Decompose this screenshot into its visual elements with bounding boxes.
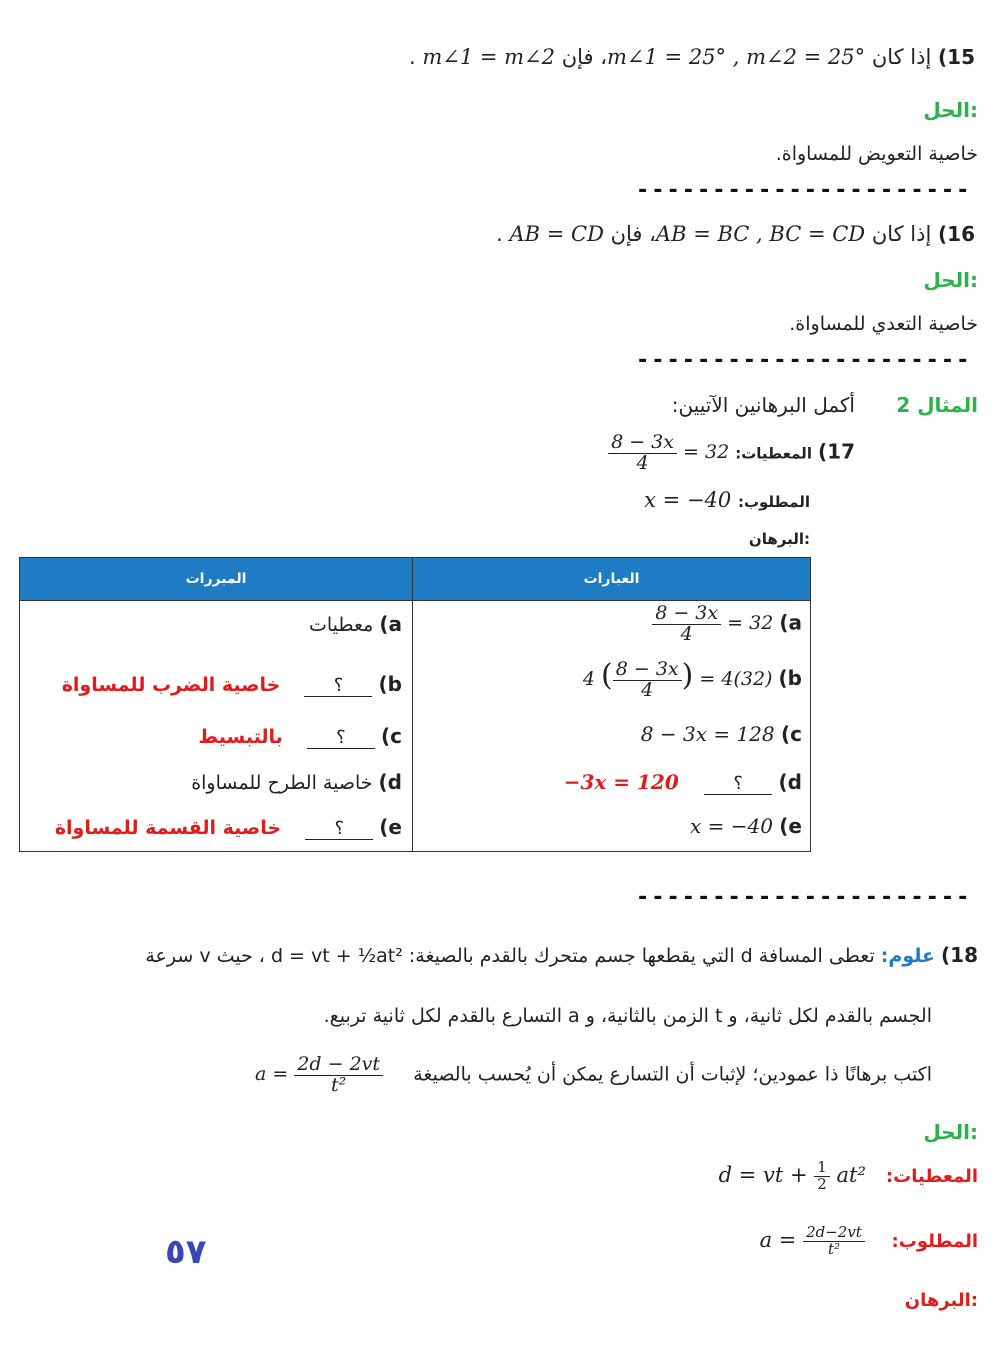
- q16-intro: إذا كان: [871, 222, 932, 246]
- q15-solution-label: الحل:: [923, 98, 978, 122]
- reason-c-answer: بالتبسيط: [198, 726, 283, 748]
- q18-formula-num: 2d − 2vt: [294, 1055, 383, 1076]
- reason-e-answer: خاصية القسمة للمساواة: [54, 817, 282, 839]
- q18-required-label: المطلوب:: [891, 1230, 978, 1252]
- reason-b: [62, 672, 402, 697]
- q15-then: فإن: [561, 45, 594, 69]
- q16-solution-label: الحل:: [923, 268, 978, 292]
- q16-number: 16): [938, 222, 975, 246]
- reason-letter: e): [379, 815, 402, 839]
- statement-d: [564, 770, 802, 795]
- statement-b-pre: 4: [582, 668, 595, 690]
- reason-d: [191, 770, 402, 794]
- q18-line1: [145, 943, 978, 967]
- q18-given-line: [719, 1160, 978, 1193]
- q18-given-frac-den: 2: [817, 1174, 827, 1193]
- statement-b: b) 4 ( $\frac{8 - 3x}{4}$ ) = 4(32): [582, 657, 802, 701]
- statement-letter: a): [779, 610, 802, 635]
- statement-d-blank: ؟: [704, 773, 772, 795]
- q16-math1: AB = BC , BC = CD: [655, 222, 866, 246]
- statement-b-num: 8 − 3x: [613, 660, 682, 681]
- divider-2: ----------------------: [636, 348, 972, 373]
- reason-c-blank: ؟: [307, 727, 375, 749]
- col-statements-header: العبارات: [413, 558, 811, 601]
- reason-d-text: خاصية الطرح للمساواة: [191, 772, 373, 794]
- q17-required: x = −40: [644, 488, 732, 512]
- q18-given-frac-num: 1: [814, 1160, 830, 1177]
- reason-a: [309, 612, 402, 636]
- q15-math2: m∠1 = m∠2: [422, 45, 555, 69]
- reason-e-blank: ؟: [305, 818, 373, 840]
- q18-given-lhs: d = vt +: [718, 1162, 808, 1187]
- reason-letter: c): [381, 724, 402, 748]
- statement-c: [641, 722, 802, 746]
- example-label: المثال 2: [896, 393, 978, 417]
- q17-given-rhs: = 32: [683, 441, 730, 464]
- statement-b-den: 4: [641, 678, 654, 701]
- q18-formula-lhs: a =: [254, 1063, 289, 1086]
- reason-c: [198, 724, 402, 749]
- q18-required-lhs: a =: [759, 1227, 797, 1252]
- divider-1: ----------------------: [636, 178, 972, 203]
- divider-3: ----------------------: [636, 885, 972, 910]
- reason-a-text: معطيات: [308, 614, 374, 636]
- statement-letter: b): [778, 666, 802, 690]
- q15-intro: إذا كان: [871, 45, 932, 69]
- example-instruction: أكمل البرهانين الآتيين:: [671, 393, 855, 417]
- q18-solution-label: الحل:: [923, 1120, 978, 1144]
- q15-number: 15): [938, 45, 975, 69]
- q18-required-den: t²: [827, 1239, 840, 1258]
- q17-given-label: المعطيات:: [735, 444, 812, 463]
- statement-a-den: 4: [680, 622, 693, 645]
- reason-letter: d): [378, 770, 402, 794]
- statement-letter: c): [781, 722, 802, 746]
- q18-text-line1: تعطى المسافة d التي يقطعها جسم متحرك بالقدم بالصيغة: d = vt + ½at² ، حيث v سرعة: [145, 945, 875, 967]
- q15-answer: خاصية التعويض للمساواة.: [775, 143, 978, 165]
- statement-a: [652, 604, 802, 645]
- q18-given-rest: at²: [836, 1162, 866, 1187]
- q17-given-line: [608, 433, 855, 474]
- q17-required-line: [644, 488, 810, 512]
- page-number: ٥٧: [165, 1232, 207, 1272]
- q16-answer: خاصية التعدي للمساواة.: [789, 313, 978, 335]
- q18-line2: الجسم بالقدم لكل ثانية، و t الزمن بالثانية، و a التسارع بالقدم لكل ثانية تربيع.: [323, 1005, 932, 1027]
- statement-a-num: 8 − 3x: [652, 604, 721, 625]
- q18-given-label: المعطيات:: [885, 1165, 978, 1187]
- statement-b-rhs: = 4(32): [699, 668, 773, 690]
- q18-formula: [254, 1053, 383, 1096]
- q18-required-line: [760, 1225, 978, 1258]
- reason-b-blank: ؟: [304, 675, 372, 697]
- q17-given-den: 4: [636, 451, 649, 474]
- q18-proof-label: البرهان:: [904, 1290, 978, 1311]
- reason-letter: a): [379, 612, 402, 636]
- q15-line: 15) إذا كان m∠1 = 25° , m∠2 = 25°، فإن m∠1 = m∠2 .: [408, 45, 975, 69]
- statement-e-expr: x = −40: [689, 814, 773, 838]
- statement-letter: d): [778, 770, 802, 794]
- q16-line: 16) إذا كان AB = BC , BC = CD، فإن AB = CD .: [496, 222, 975, 246]
- q16-then: فإن: [610, 222, 643, 246]
- statement-c-expr: 8 − 3x = 128: [640, 722, 775, 746]
- q18-formula-den: t²: [331, 1073, 347, 1096]
- q16-math2: AB = CD: [509, 222, 604, 246]
- q18-line3: [255, 1055, 932, 1096]
- statement-d-answer: −3x = 120: [563, 770, 679, 794]
- reason-e: [55, 815, 402, 840]
- q15-math1: m∠1 = 25° , m∠2 = 25°: [607, 45, 866, 69]
- reason-letter: b): [378, 672, 402, 696]
- q18-number: 18): [941, 943, 978, 967]
- q18-subject: علوم:: [880, 945, 935, 967]
- q17-number: 17): [818, 439, 855, 464]
- statement-a-rhs: = 32: [727, 612, 774, 635]
- reason-b-answer: خاصية الضرب للمساواة: [61, 674, 281, 696]
- q17-given-num: 8 − 3x: [608, 433, 677, 454]
- q17-proof-label: البرهان:: [748, 530, 810, 548]
- q15-sep: ،: [600, 45, 608, 69]
- statement-e: [690, 814, 802, 838]
- statement-letter: e): [779, 814, 802, 838]
- q18-text-line3: اكتب برهانًا ذا عمودين؛ لإثبات أن التسارع يمكن أن يُحسب بالصيغة: [413, 1063, 932, 1086]
- col-reasons-header: المبررات: [20, 558, 413, 601]
- q17-given-expr: [608, 431, 730, 474]
- q17-required-label: المطلوب:: [737, 493, 810, 511]
- q18-required-num: 2d−2vt: [803, 1225, 865, 1242]
